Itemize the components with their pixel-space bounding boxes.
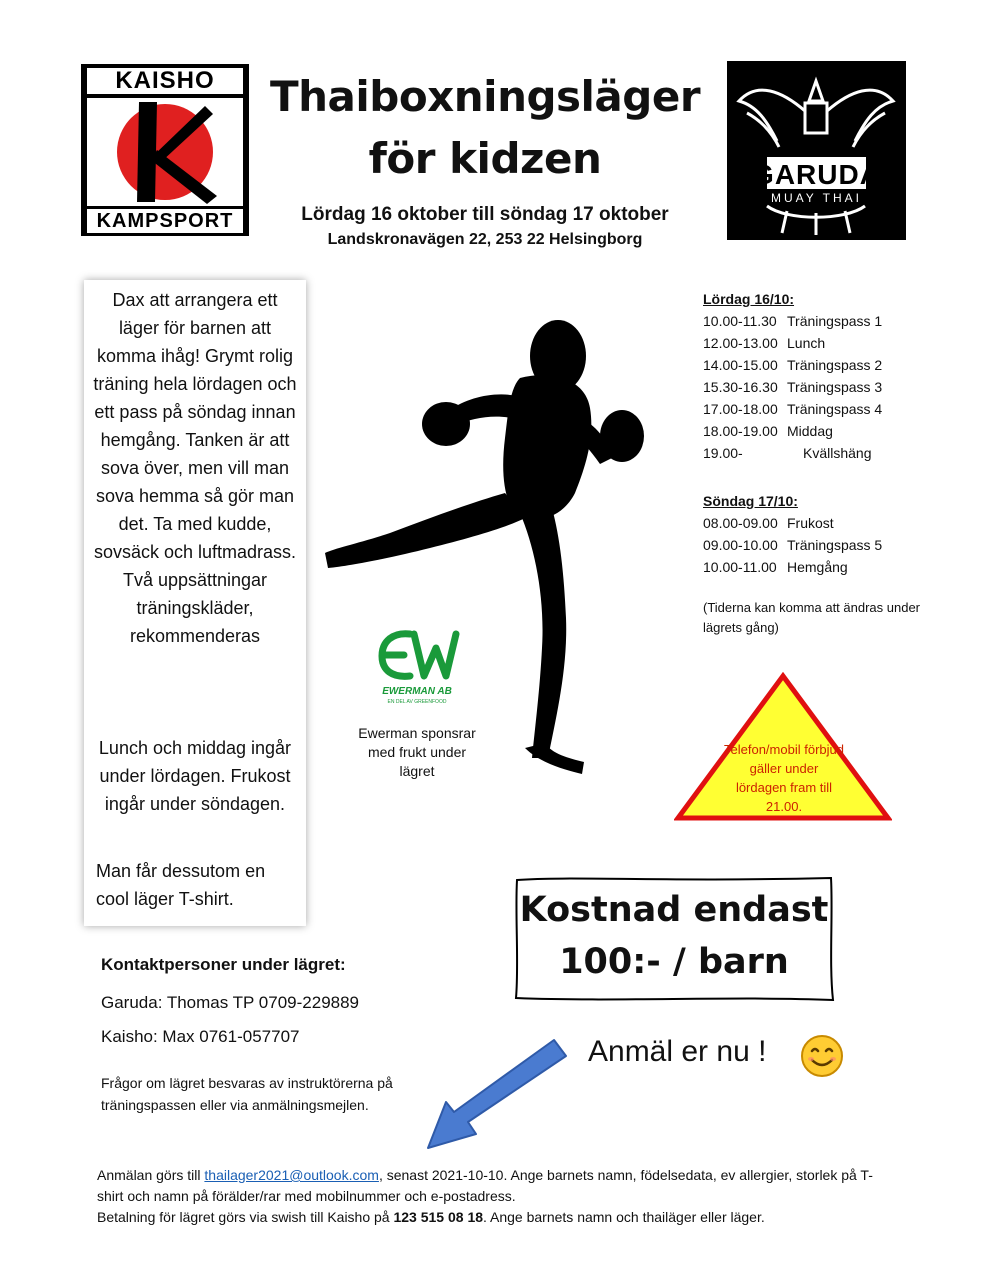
info-paragraph-intro: Dax att arrangera ett läger för barnen att komma ihåg! Grymt rolig träning hela lördagen och ett pass på söndag innan hemgång. Tanken är att sova över, men vill man sova hemma så gör man det. Ta med kudde, sovsäck och luftmadrass. Två uppsättningar träningskläder, rekommenderas [93,290,297,646]
schedule-row [703,512,923,534]
event-dates: Lördag 16 oktober till söndag 17 oktober [301,204,669,225]
page-title [262,66,708,190]
schedule-time: 15.30-16.30 [703,379,778,395]
garuda-logo-sub: MUAY THAI [770,191,862,205]
schedule-time: 08.00-09.00 [703,515,778,531]
schedule-sunday-heading: Söndag 17/10: [703,493,798,509]
kaisho-logo-top-text: KAISHO [87,68,243,94]
schedule-row [703,332,923,354]
schedule-row [703,376,923,398]
info-paragraph-meals: Lunch och middag ingår under lördagen. Frukost ingår under söndagen. [98,738,292,814]
schedule-time: 09.00-10.00 [703,537,778,553]
kaisho-k-icon [87,98,243,206]
contact-kaisho: Kaisho: Max 0761-057707 [101,1027,300,1046]
arrow-icon [420,1036,570,1152]
schedule-time: 18.00-19.00 [703,423,778,439]
title-line-1: Thaiboxningsläger [269,72,701,121]
schedule-label: Lunch [787,335,826,351]
footer-instructions [97,1165,897,1228]
kaisho-logo [81,64,249,236]
schedule-label: Middag [787,423,833,439]
schedule-time: 19.00- [703,445,743,461]
garuda-logo [727,61,906,240]
title-line-2: för kidzen [368,134,602,183]
kaisho-logo-emblem [87,98,243,206]
schedule-row [703,420,923,442]
schedule-label: Frukost [787,515,834,531]
footer-line1-pre: Anmälan görs till [97,1167,205,1183]
schedule-row [703,354,923,376]
schedule-label: Träningspass 4 [787,401,883,417]
schedule-row [703,310,923,332]
cost-line-1: Kostnad endast [519,890,829,930]
kickboxer-silhouette-icon [320,318,660,778]
garuda-bird-icon [727,61,906,240]
sponsor-text: Ewerman sponsrar med frukt under lägret [358,725,476,779]
smiley-icon [800,1034,844,1078]
schedule-time: 10.00-11.00 [703,559,777,575]
schedule-label: Träningspass 3 [787,379,883,395]
schedule-saturday-heading: Lördag 16/10: [703,291,795,307]
garuda-logo-name: GARUDA [752,159,881,190]
swish-number: 123 515 08 18 [393,1209,484,1225]
contacts-heading: Kontaktpersoner under lägret: [101,955,346,974]
warning-text: Telefon/mobil förbjud gäller under lördagen fram till 21.00. [724,742,844,814]
ewerman-logo-tagline: EN DEL AV GREENFOOD [387,699,447,705]
footer-line2-post: . Ange barnets namn och thailäger eller läger. [483,1209,765,1225]
event-address: Landskronavägen 22, 253 22 Helsingborg [327,231,643,248]
info-paragraph-tshirt: Man får dessutom en cool läger T-shirt. [96,861,266,909]
kaisho-logo-bottom-text: KAMPSPORT [87,209,243,233]
info-card [84,280,306,926]
schedule-row [703,534,923,556]
schedule-time: 17.00-18.00 [703,401,778,417]
cost-line-2: 100:- / barn [559,942,789,982]
schedule-label: Hemgång [787,559,848,575]
footer-line1-post: , senast 2021-10-10. Ange barnets namn, födelsedata, ev allergier, storlek på T-shirt och namn på förälder/rar med mobilnummer och e-postadress. [97,1167,873,1204]
questions-text: Frågor om lägret besvaras av instruktörerna på träningspassen eller via anmälningsmejlen. [101,1075,393,1113]
schedule-time: 12.00-13.00 [703,335,778,351]
schedule [703,288,923,638]
signup-email-link[interactable]: thailager2021@outlook.com [204,1167,379,1183]
schedule-row [703,398,923,420]
schedule-row [703,556,923,578]
footer-line2-pre: Betalning för lägret görs via swish till Kaisho på [97,1209,394,1225]
schedule-label: Träningspass 1 [787,313,883,329]
schedule-time: 14.00-15.00 [703,357,778,373]
schedule-label: Träningspass 2 [787,357,883,373]
cost-text [513,884,835,988]
contact-garuda: Garuda: Thomas TP 0709-229889 [101,993,360,1012]
schedule-label: Träningspass 5 [787,537,883,553]
signup-call-to-action: Anmäl er nu ! [588,1035,767,1068]
schedule-time: 10.00-11.30 [703,313,777,329]
schedule-label: Kvällshäng [803,445,872,461]
ewerman-logo-name: EWERMAN AB [382,686,452,697]
ewerman-logo [374,626,460,706]
schedule-row [703,442,923,464]
schedule-note: (Tiderna kan komma att ändras under lägrets gång) [703,600,921,635]
